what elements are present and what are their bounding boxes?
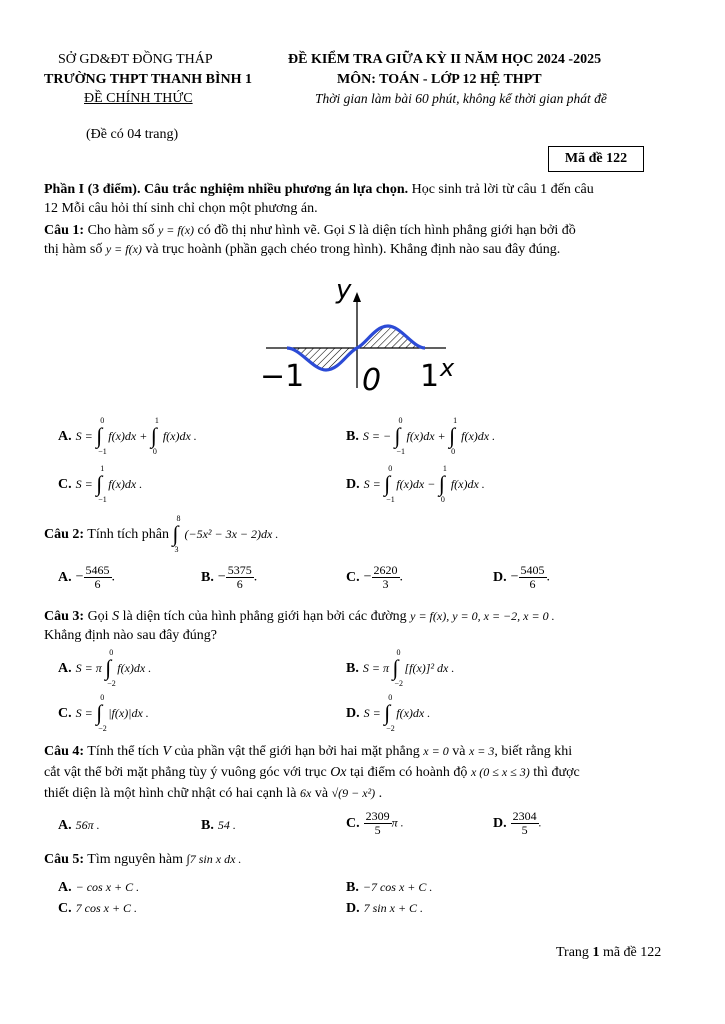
q4-option-c[interactable]: C. $\frac{2309}{5}$ π . xyxy=(346,809,404,837)
q1-line2: thị hàm số xyxy=(44,242,106,257)
tick-0: 0 xyxy=(362,363,382,392)
q5-option-d[interactable]: D. 7 sin x + C . xyxy=(346,901,424,916)
exam-title: ĐỀ KIỂM TRA GIỮA KỲ II NĂM HỌC 2024 -2025 xyxy=(288,52,602,67)
q3-label: Câu 3: xyxy=(44,609,85,624)
exam-pages: (Đề có 04 trang) xyxy=(86,127,179,142)
part1-intro xyxy=(44,180,684,218)
option-lhs: S = xyxy=(75,429,93,444)
q1-option-d[interactable]: D. S = ∫ 0 −1 f(x)dx − ∫ 1 0 f(x)dx . xyxy=(346,464,485,504)
q5-option-b[interactable]: B. −7 cos x + C . xyxy=(346,880,433,895)
y-axis-arrow-icon xyxy=(353,292,361,302)
integral-sign-icon: ∫ 1 0 xyxy=(449,416,458,456)
part1-title: Phần I (3 điểm). Câu trắc nghiệm nhiều phương án lựa chọn. xyxy=(44,182,409,197)
q3-option-b[interactable]: B. S = π ∫ 0 −2 [f(x)]² dx . xyxy=(346,648,455,688)
option-label: B. xyxy=(346,429,359,445)
exam-time: Thời gian làm bài 60 phút, không kể thời gian phát đề xyxy=(315,91,607,106)
q1-text-c: là diện tích hình phẳng giới hạn bởi đồ xyxy=(355,223,576,238)
q1-text: Cho hàm số xyxy=(84,223,158,238)
integral-sign-icon: ∫ 0 −2 xyxy=(96,693,107,733)
tick-minus-1: −1 xyxy=(260,359,305,392)
integral-sign-icon: ∫ 1 0 xyxy=(438,464,447,504)
q5-integral: ∫7 sin x dx . xyxy=(186,852,242,866)
page-footer: Trang 1 mã đề 122 xyxy=(556,945,662,960)
header-official: ĐỀ CHÍNH THỨC xyxy=(84,91,193,106)
q1-function: y = f(x) xyxy=(157,223,195,237)
option-lhs: S = xyxy=(363,477,381,492)
option-label: A. xyxy=(58,429,72,445)
exam-code-box: Mã đề 122 xyxy=(548,146,644,172)
option-lhs: S = − xyxy=(362,429,392,444)
exam-subject: MÔN: TOÁN - LỚP 12 HỆ THPT xyxy=(337,72,542,87)
question-3: Câu 3: Gọi S là diện tích của hình phẳng giới hạn bởi các đường y = f(x), y = 0, x = −2, x = 0 . Khẳng định nào sau đây đúng? xyxy=(44,609,555,643)
integral-sign-icon: ∫ 0 −2 xyxy=(384,693,395,733)
option-label: D. xyxy=(346,477,360,493)
q1-label: Câu 1: xyxy=(44,223,85,238)
q2-label: Câu 2: xyxy=(44,527,85,543)
question-2 xyxy=(44,514,279,554)
q1-option-a[interactable]: A. S = ∫ 0 −1 f(x)dx + ∫ 1 0 f(x)dx . xyxy=(58,416,197,456)
tick-1: 1 xyxy=(420,359,440,392)
option-label: C. xyxy=(58,477,72,493)
integral-sign-icon: ∫ 0 −2 xyxy=(392,648,403,688)
q2-option-d[interactable]: D. − $\frac{5405}{6}$ . xyxy=(493,563,551,591)
q1-option-b[interactable]: B. S = − ∫ 0 −1 f(x)dx + ∫ 1 0 f(x)dx . xyxy=(346,416,496,456)
option-lhs: S = xyxy=(75,477,93,492)
q5-option-c[interactable]: C. 7 cos x + C . xyxy=(58,901,138,916)
q2-option-a[interactable]: A. − $\frac{5465}{6}$ . xyxy=(58,563,116,591)
q2-option-c[interactable]: C. − $\frac{2620}{3}$ . xyxy=(346,563,404,591)
integral-sign-icon: ∫ 0 −1 xyxy=(96,416,107,456)
q1-function-2: y = f(x) xyxy=(105,242,142,256)
question-5: Câu 5: Tìm nguyên hàm ∫7 sin x dx . xyxy=(44,852,242,867)
integral-sign-icon: ∫ 8 3 xyxy=(172,514,181,554)
q4-option-a[interactable]: A. 56π . xyxy=(58,818,100,833)
integral-sign-icon: ∫ 0 −2 xyxy=(105,648,116,688)
q3-curves: y = f(x), y = 0, x = −2, x = 0 . xyxy=(410,609,555,623)
question-1 xyxy=(44,221,684,259)
y-axis-label: y xyxy=(336,276,352,305)
question-4: Câu 4: Tính thể tích V của phần vật thể giới hạn bởi hai mặt phẳng x = 0 và x = 3, biết rằng khi cắt vật thể bởi mặt phẳng tùy ý vuông góc với trục Ox tại điểm có hoành độ x (0 ≤ x ≤ 3) thì được thiết diện là một hình chữ nhật có hai cạnh là 6x và √(9 − x²) . xyxy=(44,744,580,801)
part1-desc-2: 12 Mỗi câu hỏi thí sinh chỉ chọn một phương án. xyxy=(44,201,318,216)
part1-desc: Học sinh trả lời từ câu 1 đến câu xyxy=(408,182,594,197)
q4-option-d[interactable]: D. $\frac{2304}{5}$ . xyxy=(493,809,542,837)
header-dept: SỞ GD&ĐT ĐỒNG THÁP xyxy=(58,52,213,67)
integral-sign-icon: ∫ 1 −1 xyxy=(96,464,107,504)
x-axis-label: x xyxy=(440,354,455,382)
integral-sign-icon: ∫ 0 −1 xyxy=(384,464,395,504)
q4-label: Câu 4: xyxy=(44,744,85,759)
q1-S: S xyxy=(348,223,356,238)
header-school: TRƯỜNG THPT THANH BÌNH 1 xyxy=(44,72,252,87)
q3-option-c[interactable]: C. S = ∫ 0 −2 |f(x)|dx . xyxy=(58,693,149,733)
q1-text-b: có đồ thị như hình vẽ. Gọi xyxy=(194,223,349,238)
q2-integrand: (−5x² − 3x − 2)dx . xyxy=(184,527,279,542)
q4-option-b[interactable]: B. 54 . xyxy=(201,818,236,833)
q2-text: Tính tích phân xyxy=(84,527,173,543)
q5-label: Câu 5: xyxy=(44,852,85,867)
q2-option-b[interactable]: B. − $\frac{5375}{6}$ . xyxy=(201,563,258,591)
q5-option-a[interactable]: A. − cos x + C . xyxy=(58,880,140,895)
q3-option-a[interactable]: A. S = π ∫ 0 −2 f(x)dx . xyxy=(58,648,152,688)
q3-option-d[interactable]: D. S = ∫ 0 −2 f(x)dx . xyxy=(346,693,431,733)
q1-graph xyxy=(258,276,458,392)
q1-option-c[interactable]: C. S = ∫ 1 −1 f(x)dx . xyxy=(58,464,143,504)
q1-line2-b: và trục hoành (phần gạch chéo trong hình). Khẳng định nào sau đây đúng. xyxy=(141,242,561,257)
q3-line2: Khẳng định nào sau đây đúng? xyxy=(44,628,218,643)
integral-sign-icon: ∫ 0 −1 xyxy=(394,416,406,456)
integral-sign-icon: ∫ 1 0 xyxy=(150,416,159,456)
